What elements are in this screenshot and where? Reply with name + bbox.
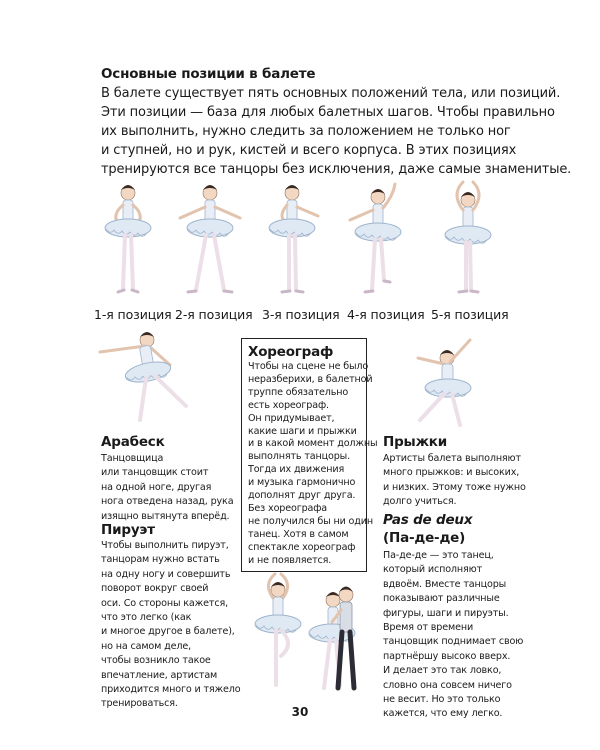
jumps-text xyxy=(383,452,526,510)
pas-de-deux-title: Pas de deux xyxy=(383,512,473,528)
choreographer-text xyxy=(248,361,377,568)
text-line: долго учиться. xyxy=(383,496,457,508)
text-line: Па-де-де — это танец, xyxy=(383,550,494,561)
text-line: какие шаги и прыжки xyxy=(248,425,357,437)
arabesque-title: Арабеск xyxy=(101,434,165,450)
text-line: словно она совсем ничего xyxy=(383,679,512,691)
text-line: спектакле хореограф xyxy=(248,541,356,553)
intro-line: тренируются все танцоры без исключения, даже самые знаменитые. xyxy=(101,162,572,177)
pirouette-title: Пируэт xyxy=(101,522,155,538)
text-line: Артисты балета выполняют xyxy=(383,453,521,464)
text-line: кажется, что ему легко. xyxy=(383,708,503,720)
text-line: поворот вокруг своей xyxy=(101,583,209,595)
text-line: и музыка гармонично xyxy=(248,477,356,489)
text-line: Танцовщица xyxy=(101,453,164,464)
text-line: труппе обязательно xyxy=(248,386,349,398)
ballerina-position-2 xyxy=(180,185,240,292)
text-line: или танцовщик стоит xyxy=(101,467,209,479)
text-line: приходится много и тяжело xyxy=(101,684,241,696)
pas-de-deux-illustration xyxy=(309,587,355,689)
jumps-title: Прыжки xyxy=(383,434,448,450)
text-line: вдвоём. Вместе танцоры xyxy=(383,578,507,590)
pas-de-deux-subtitle: (Па-де-де) xyxy=(383,530,466,546)
pirouette-illustration xyxy=(255,574,301,685)
position-label-4: 4-я позиция xyxy=(347,307,425,322)
choreographer-title: Хореограф xyxy=(248,344,334,360)
intro-line: их выполнить, нужно следить за положением не только ног xyxy=(101,124,511,139)
text-line: Чтобы на сцене не было xyxy=(248,361,369,372)
text-line: Чтобы выполнить пируэт, xyxy=(101,540,229,551)
text-line: на одной ноге, другая xyxy=(101,481,212,493)
text-line: Тогда их движения xyxy=(248,464,345,476)
text-line: Время от времени xyxy=(383,622,474,634)
arabesque-text xyxy=(101,452,233,524)
text-line: не весит. Но это только xyxy=(383,694,501,706)
text-line: много прыжков: и высоких, xyxy=(383,467,520,479)
text-line: показывают различные xyxy=(383,593,500,605)
text-line: оси. Со стороны кажется, xyxy=(101,597,228,609)
position-label-1: 1-я позиция xyxy=(94,307,172,322)
text-line: и многое другое в балете), xyxy=(101,626,235,638)
text-line: есть хореограф. xyxy=(248,399,329,411)
text-line: партнёршу высоко вверх. xyxy=(383,650,511,662)
ballerina-position-1 xyxy=(105,185,151,292)
pirouette-text xyxy=(101,539,240,712)
text-line: и низких. Этому тоже нужно xyxy=(383,481,526,493)
text-line: чтобы возникло такое xyxy=(101,655,211,667)
text-line: тренироваться. xyxy=(101,698,178,710)
text-line: который исполняют xyxy=(383,564,483,576)
jump-illustration xyxy=(418,340,471,425)
text-line: нога отведена назад, рука xyxy=(101,496,234,508)
text-line: дополнят друг друга. xyxy=(248,490,356,502)
text-line: Он придумывает, xyxy=(248,412,335,424)
text-line: И делает это так ловко, xyxy=(383,665,502,677)
intro-line: В балете существует пять основных положений тела, или позиций. xyxy=(101,86,561,101)
ballerina-position-3 xyxy=(269,185,318,292)
page-number: 30 xyxy=(291,705,309,719)
position-label-3: 3-я позиция xyxy=(262,307,340,322)
text-line: изящно вытянута вперёд. xyxy=(101,510,230,522)
pas-de-deux-text xyxy=(383,549,523,722)
text-line: выполнять танцоры. xyxy=(248,451,350,463)
position-label-5: 5-я позиция xyxy=(431,307,509,322)
text-line: но на самом деле, xyxy=(101,640,192,652)
ballerina-position-4 xyxy=(350,184,401,292)
text-line: впечатление, артистам xyxy=(101,669,218,681)
text-line: неразберихи, в балетной xyxy=(248,373,373,385)
text-line: что это легко (как xyxy=(101,612,192,624)
text-line: танцовщик поднимает свою xyxy=(383,636,524,648)
text-line: фигуры, шаги и пируэты. xyxy=(383,607,509,619)
text-line: танец. Хотя в самом xyxy=(248,528,349,540)
ballerina-position-5 xyxy=(445,182,491,292)
text-line: не получился бы ни один xyxy=(248,515,373,527)
text-line: и в какой момент должны xyxy=(248,438,378,450)
arabesque-illustration xyxy=(100,332,186,420)
intro-line: Эти позиции — база для любых балетных шагов. Чтобы правильно xyxy=(101,105,555,120)
text-line: на одну ногу и совершить xyxy=(101,568,231,580)
position-label-2: 2-я позиция xyxy=(175,307,253,322)
text-line: Без хореографа xyxy=(248,502,328,514)
text-line: и не появляется. xyxy=(248,554,332,566)
section-heading: Основные позиции в балете xyxy=(101,66,316,82)
intro-line: и ступней, но и рук, кистей и всего корпуса. В этих позициях xyxy=(101,143,517,158)
text-line: танцорам нужно встать xyxy=(101,554,220,566)
